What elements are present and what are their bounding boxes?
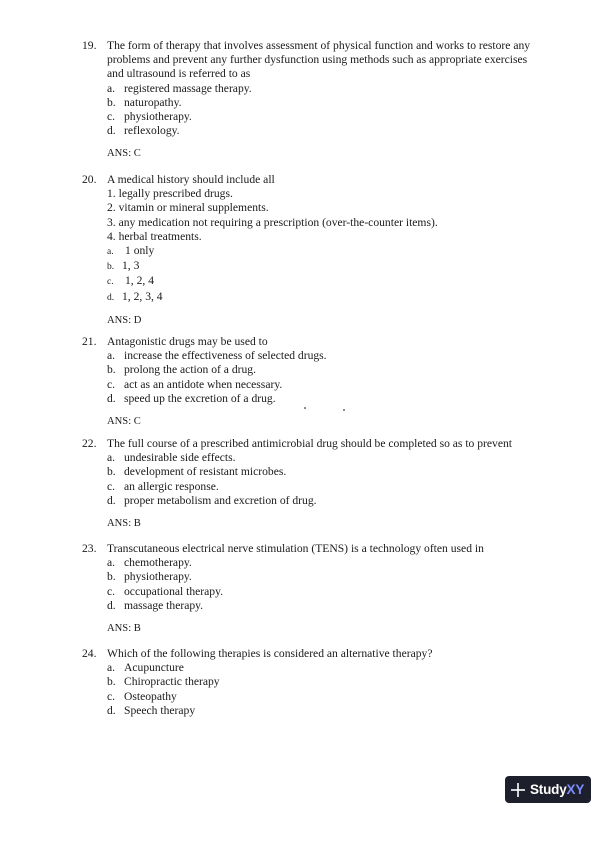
- option-d: d. speed up the excretion of a drug.: [107, 391, 276, 405]
- option-b: b. 1, 3: [107, 259, 140, 273]
- option-list: [107, 82, 562, 139]
- option-c: c. physiotherapy.: [107, 110, 192, 124]
- option-b: b. naturopathy.: [107, 95, 182, 109]
- option-d: d. proper metabolism and excretion of drug.: [107, 493, 317, 507]
- question-number: 24.: [82, 647, 97, 660]
- logo-text-xy: XY: [566, 782, 585, 797]
- option-d: d. massage therapy.: [107, 598, 204, 612]
- answer-key: ANS: D: [107, 314, 142, 326]
- plus-icon: [511, 783, 525, 797]
- option-list: [107, 349, 562, 406]
- studyxy-logo[interactable]: [505, 776, 591, 803]
- option-a: a. increase the effectiveness of selected drugs.: [107, 349, 327, 363]
- option-list: [107, 556, 562, 613]
- answer-key: ANS: C: [107, 416, 141, 428]
- question-number: 19.: [82, 39, 97, 52]
- option-a: a. registered massage therapy.: [107, 81, 252, 95]
- option-a: a. 1 only: [107, 244, 155, 258]
- question-stem: Which of the following therapies is considered an alternative therapy?: [107, 647, 433, 660]
- question-stem: and ultrasound is referred to as: [107, 67, 251, 81]
- option-list: [107, 661, 562, 718]
- question-stem: problems and prevent any further dysfunction using methods such as appropriate exercises: [107, 53, 528, 67]
- option-a: a. undesirable side effects.: [107, 451, 236, 465]
- scan-specks: [300, 406, 350, 412]
- question-19: [82, 39, 562, 160]
- option-c: c. occupational therapy.: [107, 584, 224, 598]
- question-number: 20.: [82, 173, 97, 186]
- option-d: d. 1, 2, 3, 4: [107, 289, 163, 303]
- question-stem: The form of therapy that involves assessment of physical function and works to restore any: [107, 39, 531, 52]
- speck: [304, 407, 306, 409]
- answer-key: ANS: C: [107, 148, 141, 160]
- logo-text-study: Study: [530, 782, 567, 797]
- option-b: b. physiotherapy.: [107, 570, 192, 584]
- question-24: [82, 647, 562, 718]
- statement-item: 1. legally prescribed drugs.: [107, 187, 233, 201]
- question-21: [82, 335, 562, 428]
- question-number: 21.: [82, 335, 97, 348]
- question-stem: The full course of a prescribed antimicrobial drug should be completed so as to prevent: [107, 437, 513, 450]
- question-stem: Antagonistic drugs may be used to: [107, 335, 268, 348]
- option-list: [107, 451, 562, 508]
- option-list: [107, 244, 562, 305]
- answer-key: ANS: B: [107, 518, 141, 530]
- statement-item: 4. herbal treatments.: [107, 229, 202, 243]
- option-b: b. Chiropractic therapy: [107, 675, 220, 689]
- option-b: b. prolong the action of a drug.: [107, 363, 257, 377]
- question-23: [82, 542, 562, 635]
- question-stem: Transcutaneous electrical nerve stimulation (TENS) is a technology often used in: [107, 542, 484, 555]
- statement-item: 3. any medication not requiring a prescription (over-the-counter items).: [107, 215, 438, 229]
- question-number: 22.: [82, 437, 97, 450]
- option-c: c. act as an antidote when necessary.: [107, 377, 283, 391]
- answer-key: ANS: B: [107, 623, 141, 635]
- option-c: c. Osteopathy: [107, 689, 177, 703]
- option-b: b. development of resistant microbes.: [107, 465, 287, 479]
- option-a: a. Acupuncture: [107, 661, 184, 675]
- question-22: [82, 437, 562, 530]
- speck: [343, 409, 345, 411]
- question-number: 23.: [82, 542, 97, 555]
- option-c: c. 1, 2, 4: [107, 274, 154, 288]
- statement-item: 2. vitamin or mineral supplements.: [107, 201, 269, 215]
- option-a: a. chemotherapy.: [107, 556, 192, 570]
- question-stem: A medical history should include all: [107, 173, 275, 186]
- option-d: d. reflexology.: [107, 124, 180, 138]
- option-c: c. an allergic response.: [107, 479, 219, 493]
- option-d: d. Speech therapy: [107, 703, 196, 717]
- question-20: [82, 173, 562, 327]
